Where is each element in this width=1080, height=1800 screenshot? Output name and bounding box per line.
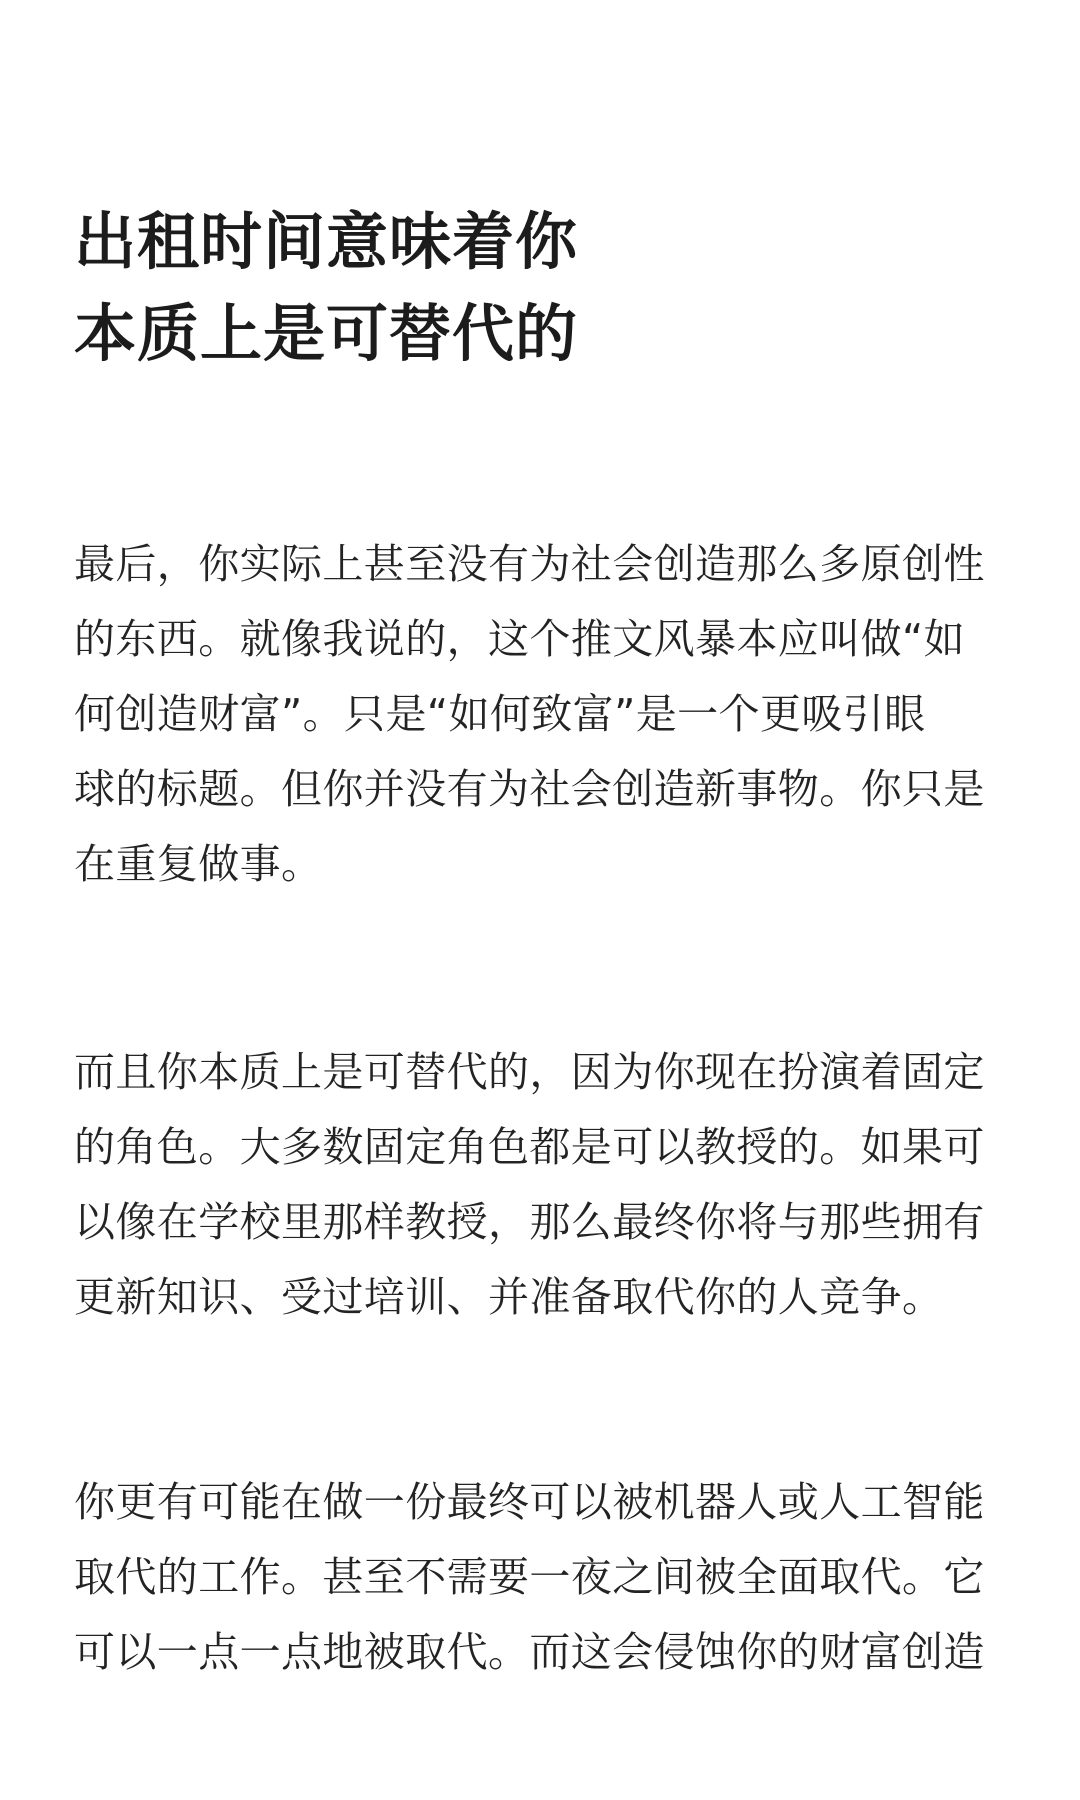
paragraph-line: 的东西。就像我说的，这个推文风暴本应叫做“如 [74,615,966,663]
paragraph-line: 何创造财富”。只是“如何致富”是一个更吸引眼 [74,690,926,738]
paragraph-line: 最后，你实际上甚至没有为社会创造那么多原创性 [74,540,985,588]
title-line-1: 出租时间意味着你 [74,205,579,278]
paragraph-2 [74,1035,1014,1335]
paragraph-line: 可以一点一点地被取代。而这会侵蚀你的财富创造 [74,1628,985,1676]
paragraph-line: 而且你本质上是可替代的，因为你现在扮演着固定 [74,1048,985,1096]
paragraph-line: 的角色。大多数固定角色都是可以教授的。如果可 [74,1123,985,1171]
title-line-2: 本质上是可替代的 [74,297,579,370]
paragraph-1 [74,527,1014,902]
paragraph-3 [74,1465,1014,1690]
article-title [74,196,1014,380]
paragraph-line: 在重复做事。 [74,840,323,888]
paragraph-line: 球的标题。但你并没有为社会创造新事物。你只是 [74,765,985,813]
paragraph-line: 取代的工作。甚至不需要一夜之间被全面取代。它 [74,1553,985,1601]
paragraph-line: 你更有可能在做一份最终可以被机器人或人工智能 [74,1478,985,1526]
paragraph-line: 更新知识、受过培训、并准备取代你的人竞争。 [74,1273,944,1321]
paragraph-line: 以像在学校里那样教授，那么最终你将与那些拥有 [74,1198,985,1246]
